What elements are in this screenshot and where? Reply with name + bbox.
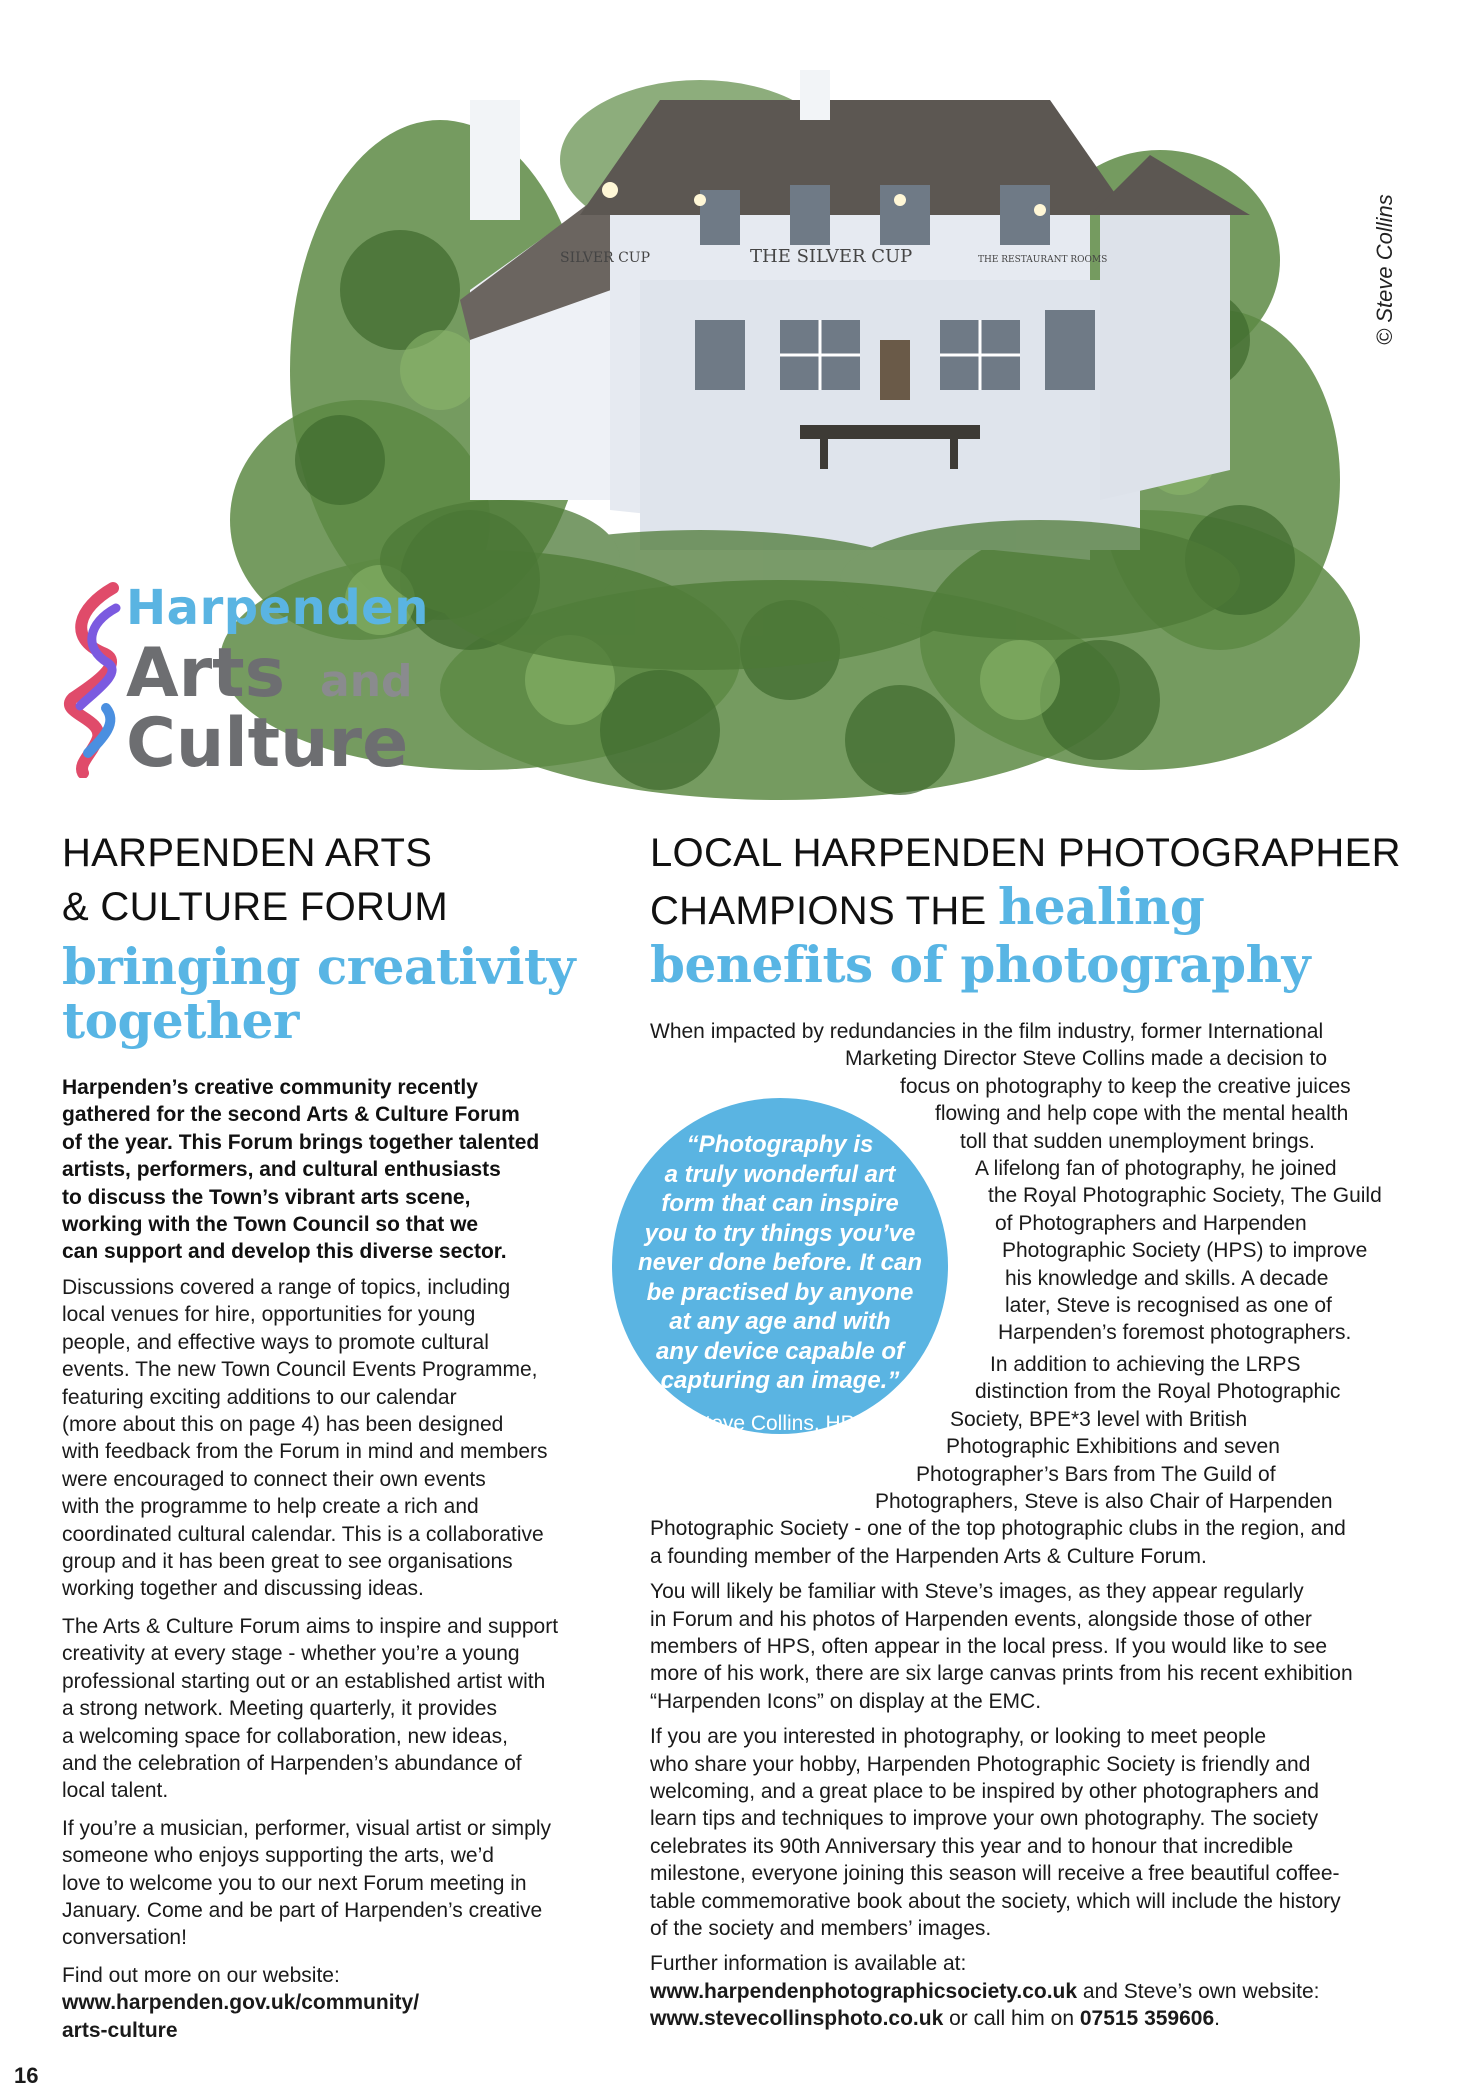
pub-sign-right: THE RESTAURANT ROOMS xyxy=(978,255,1108,265)
logo-and: and xyxy=(320,656,413,707)
arts-culture-logo xyxy=(58,578,438,783)
photo-credit: © Steve Collins xyxy=(1372,194,1397,345)
left-headline-serif: bringing creativity together xyxy=(62,937,576,1050)
left-headline-caps: HARPENDEN ARTS & CULTURE FORUM xyxy=(62,831,448,929)
ribbon-swirl-icon xyxy=(58,578,128,778)
logo-arts: Arts xyxy=(126,634,286,713)
left-findout: Find out more on our website: www.harpenden.gov.uk/community/ arts-culture xyxy=(62,1962,622,2044)
hps-website-link[interactable]: www.harpendenphotographicsociety.co.uk xyxy=(650,1979,1078,2003)
left-para-3: If you’re a musician, performer, visual artist or simply someone who enjoys supporting the arts, we’d love to welcome you to our next Forum meeting in January. Come and be part of Harpenden’s creative conversation! xyxy=(62,1816,551,1950)
logo-culture: Culture xyxy=(126,704,409,783)
forum-website-link-cont[interactable]: arts-culture xyxy=(62,2018,178,2042)
right-para-4: You will likely be familiar with Steve’s images, as they appear regularly in Forum and his photos of Harpenden events, alongside those of other members of HPS, often appear in the local press. If you would like to see more of his work, there are six large canvas prints from his recent exhibition “Harpenden Icons” on display at the EMC. xyxy=(650,1580,1353,1713)
right-para-5: If you are you interested in photography, or looking to meet people who share your hobby, Harpenden Photographic Society is friendly and welcoming, and a great place to be inspired by other photographers and learn tips and techniques to improve your own photography. The society celebrates its 90th Anniversary this year and to honour that incredible milestone, everyone joining this season will receive a free beautiful coffee- table commemorative book about the society, which will include the history of the society and members’ images. xyxy=(650,1725,1341,1940)
right-further: Further information is available at: www.harpendenphotographicsociety.co.uk and Steve’s own website: www.stevecollinsphoto.co.uk or call him on 07515 359606. xyxy=(650,1952,1320,2031)
forum-website-link[interactable]: www.harpenden.gov.uk/community/ xyxy=(62,1991,420,2015)
right-headline-caps: LOCAL HARPENDEN PHOTOGRAPHER CHAMPIONS THE healing xyxy=(650,831,1401,936)
pull-quote: “Photography is a truly wonderful art form that can inspire you to try things you’ve never done before. It can be practised by anyone at any age and with any device capable of capturing an image.” xyxy=(637,1131,923,1394)
pub-sign: THE SILVER CUP xyxy=(750,246,913,267)
left-para-2: The Arts & Culture Forum aims to inspire and support creativity at every stage - whether you’re a young professional starting out or an established artist with a strong network. Meeting quarterly, it provides a welcoming space for collaboration, new ideas, and the celebration of Harpenden’s abundance of local talent. xyxy=(62,1614,559,1803)
logo-harpenden: Harpenden xyxy=(126,580,429,636)
right-body-wrap: When impacted by redundancies in the film industry, former International Marketing Director Steve Collins made a decision to focus on photography to keep the creative juices flowing and help cope with the mental health toll that sudden unemployment brings. A lifelong fan of photography, he joined the Royal Photographic Society, The Guild of Photographers and Harpenden Photographic Society (HPS) to improve his knowledge and skills. A decade later, Steve is recognised as one of Harpenden’s foremost photographers. In addition to achieving the LRPS distinction from the Royal Photographic Society, BPE*3 level with British Photographic Exhibitions and seven Photographer’s Bars from The Guild of Photographers, Steve is also Chair of Harpenden Photographic Society - one of the top photographic clubs in the region, and a founding member of the Harpenden Arts & Culture Forum. You will likely be familiar with Steve’s images, as they appear regularly in Forum and his photos of Harpenden events, alongside those of other members of HPS, often appear in the local press. If you would like to see more of his work, there are six large canvas prints from his recent exhibition “Harpenden Icons” on display at the EMC. If you are you interested in photography, or looking to meet people who share your hobby, Harpenden Photographic Society is friendly and welcoming, and a great place to be inspired by other photographers and learn tips and techniques to improve your own photography. The society celebrates its 90th Anniversary this year and to honour that incredible milestone, everyone joining this season will receive a free beautiful coffee- table commemorative book about the society, which will include the history of the society and members’ images. Further information is available at: www.harpendenphotographicsociety.co.uk and Steve’s own website: www.stevecollinsphoto.co.uk or call him on 07515 359606. xyxy=(650,1018,1430,2033)
steve-website-link[interactable]: www.stevecollinsphoto.co.uk xyxy=(650,2007,944,2031)
left-body xyxy=(62,1274,622,2044)
page-number: 16 xyxy=(14,2063,39,2088)
right-headline-healing: healing xyxy=(997,877,1205,936)
pub-sign-left: SILVER CUP xyxy=(560,250,651,266)
pull-quote-attribution: Steve Collins, HPS xyxy=(691,1412,869,1435)
left-para-1: Discussions covered a range of topics, including local venues for hire, opportunities for young people, and effective ways to promote cultural events. The new Town Council Events Programme, featuring exciting additions to our calendar (more about this on page 4) has been designed with feedback from the Forum in mind and members were encouraged to connect their own events with the programme to help create a rich and coordinated cultural calendar. This is a collaborative group and it has been great to see organisations working together and discussing ideas. xyxy=(62,1276,548,1601)
right-headline-serif: benefits of photography xyxy=(650,935,1311,994)
phone-number[interactable]: 07515 359606 xyxy=(1079,2007,1215,2031)
left-lede: Harpenden’s creative community recently gathered for the second Arts & Culture Forum of the year. This Forum brings together talented artists, performers, and cultural enthusiasts to discuss the Town’s vibrant arts scene, working with the Town Council so that we can support and develop this diverse sector. xyxy=(62,1076,540,1264)
